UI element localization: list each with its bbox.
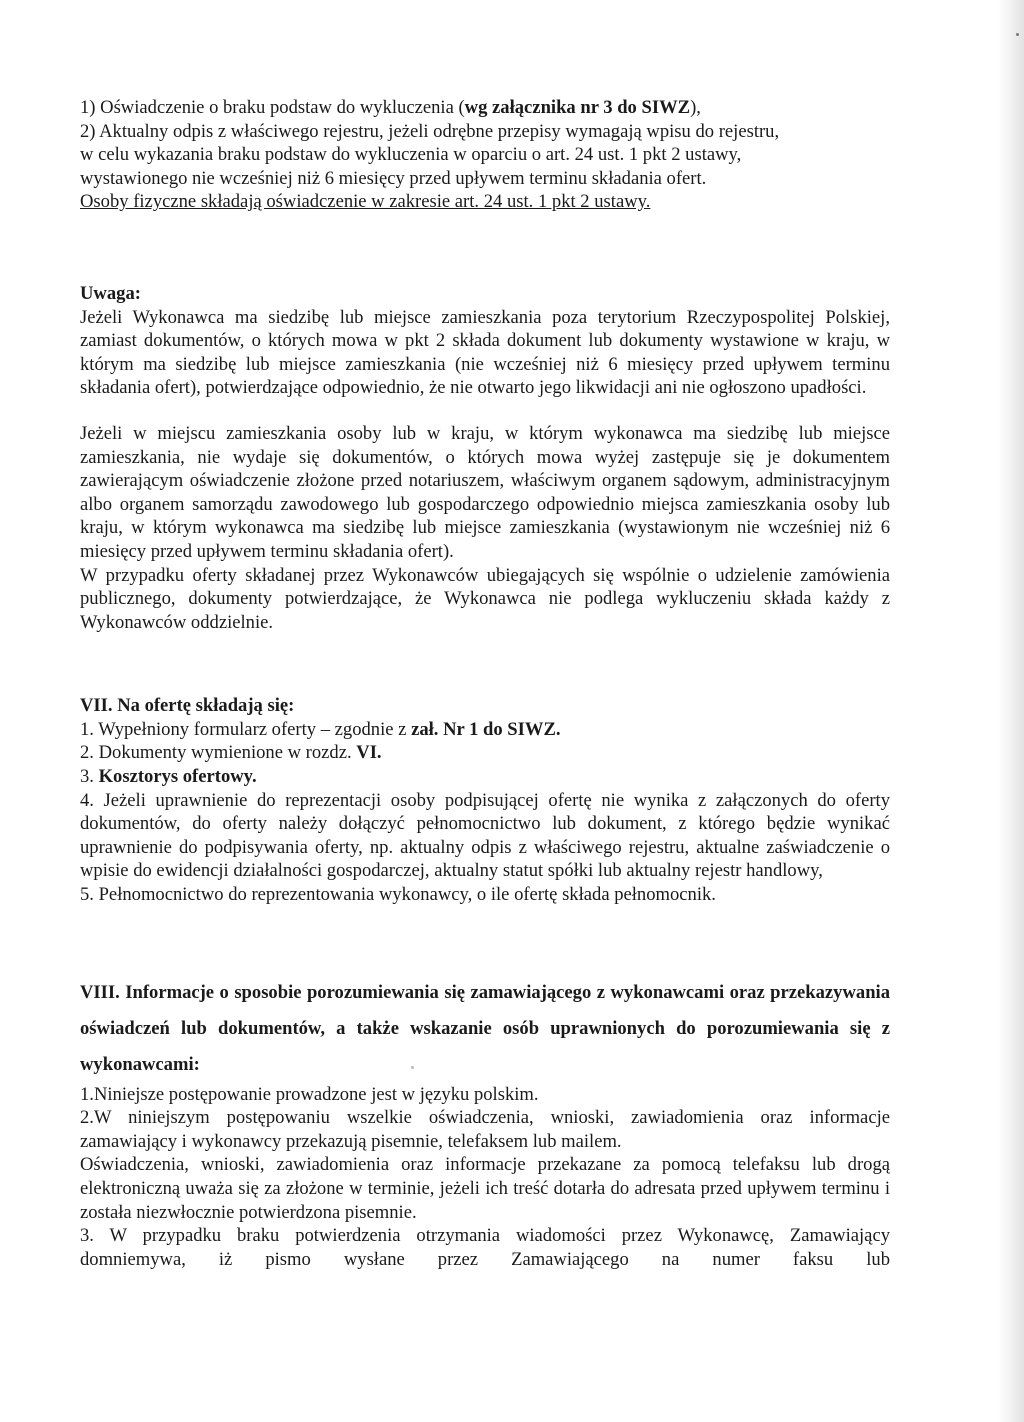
list-item: 1.Niniejsze postępowanie prowadzone jest w języku polskim. (80, 1083, 539, 1105)
item-statement-bold: wg załącznika nr 3 do SIWZ (464, 97, 691, 118)
item-register-line: w celu wykazania braku podstaw do wykluczenia w oparciu o art. 24 ust. 1 pkt 2 ustawy, (80, 144, 742, 166)
item-register-line: 2) Aktualny odpis z właściwego rejestru, jeżeli odrębne przepisy wymagają wpisu do rejestru, (80, 120, 780, 142)
list-item: 4. Jeżeli uprawnienie do reprezentacji osoby podpisującej ofertę nie wynika z załączonych do oferty dokumentów, do oferty należy dołączyć pełnomocnictwo lub dokument, z którego będzie wynikać uprawnienie do podpisywania oferty, np. aktualny odpis z właściwego rejestru, aktualne zaświadczenie o wpisie do ewidencji działalności gospodarczej, aktualny statut spółki lub aktualny rejestr handlowy, (80, 789, 890, 882)
scan-speck (1016, 33, 1019, 36)
list-item: 3. Kosztorys ofertowy. (80, 766, 257, 788)
document-page (80, 96, 890, 1271)
section-heading: VIII. Informacje o sposobie porozumiewania się zamawiającego z wykonawcami oraz przekazywania oświadczeń lub dokumentów, a także wskazanie osób uprawnionych do porozumiewania się z wykonawcami: (80, 981, 890, 1075)
item-statement: 1) Oświadczenie o braku podstaw do wykluczenia (wg załącznika nr 3 do SIWZ), (80, 97, 701, 118)
list-item: 2.W niniejszym postępowaniu wszelkie oświadczenia, wnioski, zawiadomienia oraz informacje zamawiający i wykonawcy przekazują pisemnie, telefaksem lub mailem. (80, 1107, 890, 1152)
list-item-continuation: Oświadczenia, wnioski, zawiadomienia oraz informacje przekazane za pomocą telefaksu lub drogą elektroniczną uważa się za złożone w terminie, jeżeli ich treść dotarła do adresata przed upływem terminu i została niezwłocznie potwierdzona pisemnie. (80, 1154, 890, 1223)
underlined-note: Osoby fizyczne składają oświadczenie w zakresie art. 24 ust. 1 pkt 2 ustawy. (80, 191, 651, 213)
item-register-line: wystawionego nie wcześniej niż 6 miesięcy przed upływem terminu składania ofert. (80, 167, 707, 189)
uwaga-paragraph: W przypadku oferty składanej przez Wykonawców ubiegających się wspólnie o udzielenie zamówienia publicznego, dokumenty potwierdzające, że Wykonawca nie podlega wykluczeniu składa każdy z Wykonawców oddzielnie. (80, 564, 890, 633)
list-item: 1. Wypełniony formularz oferty – zgodnie z zał. Nr 1 do SIWZ. (80, 718, 561, 740)
list-item: 2. Dokumenty wymienione w rozdz. VI. (80, 742, 382, 764)
scan-edge-shadow (998, 0, 1024, 1422)
list-item: 5. Pełnomocnictwo do reprezentowania wykonawcy, o ile ofertę składa pełnomocnik. (80, 884, 716, 906)
uwaga-label: Uwaga: (80, 282, 141, 304)
list-item: 3. W przypadku braku potwierdzenia otrzymania wiadomości przez Wykonawcę, Zamawiający domniemywa, iż pismo wysłane przez Zamawiającego na numer faksu lub (80, 1225, 890, 1270)
uwaga-paragraph: Jeżeli Wykonawca ma siedzibę lub miejsce zamieszkania poza terytorium Rzeczypospolitej Polskiej, zamiast dokumentów, o których mowa w pkt 2 składa dokument lub dokumenty wystawione w kraju, w którym ma siedzibę lub miejsce zamieszkania (nie wcześniej niż 6 miesięcy przed upływem terminu składania ofert), potwierdzające odpowiednio, że nie otwarto jego likwidacji ani nie ogłoszono upadłości. (80, 306, 890, 399)
section-heading: VII. Na ofertę składają się: (80, 695, 295, 717)
uwaga-paragraph: Jeżeli w miejscu zamieszkania osoby lub w kraju, w którym wykonawca ma siedzibę lub miejsce zamieszkania, nie wydaje się dokumentów, o których mowa wyżej zastępuje się je dokumentem zawierającym oświadczenie złożone przed notariuszem, właściwym organem sądowym, administracyjnym albo organem samorządu zawodowego lub gospodarczego odpowiednio miejsca zamieszkania osoby lub kraju, w którym wykonawca ma siedzibę lub miejsce zamieszkania (wystawionym nie wcześniej niż 6 miesięcy przed upływem terminu składania ofert). (80, 422, 890, 562)
